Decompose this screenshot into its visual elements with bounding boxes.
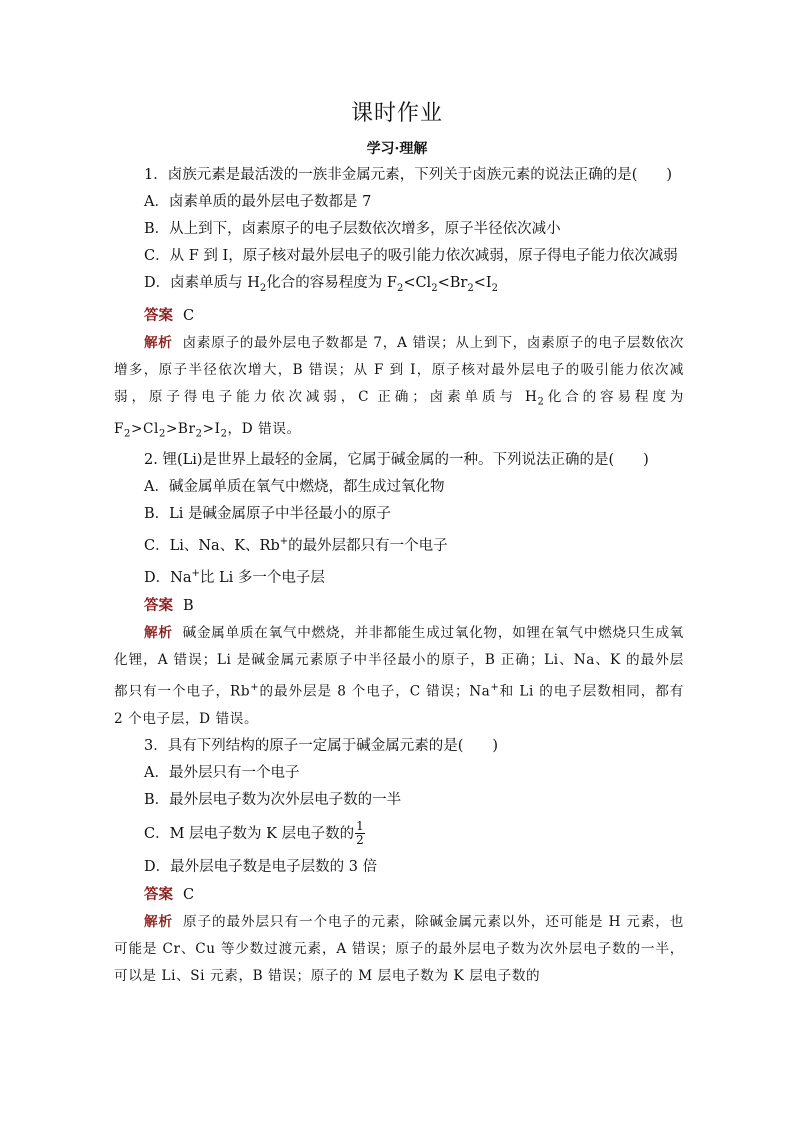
q2-option-d-prefix: D．Na xyxy=(144,569,192,586)
q3-answer-value: C xyxy=(183,886,195,903)
fraction-one-half xyxy=(355,820,365,847)
q2-answer xyxy=(114,592,684,620)
q3-analysis-text: 原子的最外层只有一个电子的元素，除碱金属元素以外，还可能是 H 元素，也可能是 Cr、Cu 等少数过渡元素，A 错误；原子的最外层电子数为次外层电子数的一半，可以是 Li、Si 元素，B 错误；原子的 M 层电子数为 K 层电子数的 xyxy=(114,913,684,984)
q1-option-d-prefix: D．卤素单质与 H xyxy=(144,275,260,291)
q2-option-d-suffix: 比 Li 多一个电子层 xyxy=(199,569,325,586)
q2-stem: 2. 锂(Li)是世界上最轻的金属，它属于碱金属的一种。下列说法正确的是( ) xyxy=(144,452,649,469)
q3-analysis-label: 解析 xyxy=(144,913,173,930)
q1-answer-label: 答案 xyxy=(144,306,173,324)
q3-option-b: B．最外层电子数为次外层电子数的一半 xyxy=(144,791,402,808)
q1-answer xyxy=(114,302,684,330)
q1-option-d: D．卤素单质与 $H_2$化合的容易程度为 $F_2<Cl_2<Br_2<I_2$ xyxy=(144,275,498,294)
exercise-content xyxy=(114,162,684,990)
q3-analysis xyxy=(114,909,684,990)
q2-option-c-prefix: C．Li、Na、K、Rb xyxy=(144,538,280,555)
q1-analysis-text-3: ，D 错误。 xyxy=(227,420,301,437)
q1-option-b: B．从上到下，卤素原子的电子层数依次增多，原子半径依次减小 xyxy=(144,221,561,237)
q3-stem: 3．具有下列结构的原子一定属于碱金属元素的是( ) xyxy=(144,737,499,754)
q1-stem: 1．卤族元素是最活泼的一族非金属元素，下列关于卤族元素的说法正确的是( ) xyxy=(144,167,673,183)
q3-option-d: D．最外层电子数是电子层数的 3 倍 xyxy=(144,858,378,875)
q2-option-c: C．Li、Na、K、Rb+的最外层都只有一个电子 xyxy=(144,536,448,555)
q2-answer-label: 答案 xyxy=(144,596,173,614)
q3-answer-label: 答案 xyxy=(144,885,173,903)
q2-analysis-text-2: 的最外层是 8 个电子，C 错误；Na xyxy=(259,683,491,700)
section-subtitle: 学习·理解 xyxy=(366,141,428,157)
q2-option-b: B．Li 是碱金属原子中半径最小的原子 xyxy=(144,506,392,523)
q2-option-c-suffix: 的最外层都只有一个电子 xyxy=(288,538,448,555)
q1-analysis: 解析 卤素原子的最外层电子数都是 7，A 错误；从上到下，卤素原子的电子层数依次增多，原子半径依次增大，B 错误；从 F 到 I，原子核对最外层电子的吸引能力依次减弱，原子得电子能力依次减弱，C 正确；卤素单质与 $H_2$化合的容易程度为 $F_2>Cl_2>Br_2>I_2$，D 错误。 xyxy=(114,334,684,440)
q3-option-a: A．最外层只有一个电子 xyxy=(144,764,300,781)
q2-option-a: A．碱金属单质在氧气中燃烧，都生成过氧化物 xyxy=(144,479,445,496)
q3-answer xyxy=(114,881,684,909)
fraction-denominator: 2 xyxy=(356,833,364,848)
q3-option-c xyxy=(114,814,684,854)
q2-analysis-text-3: 和 Li 的电子层数相同，都有 2 个电子层，D 错误。 xyxy=(114,683,684,727)
q1-option-d-mid: 化合的容易程度为 F xyxy=(266,275,397,291)
q1-option-c: C．从 F 到 I，原子核对最外层电子的吸引能力依次减弱，原子得电子能力依次减弱 xyxy=(144,248,678,264)
q1-analysis-label: 解析 xyxy=(144,334,173,351)
q3-option-c-text: C．M 层电子数为 K 层电子数的 xyxy=(144,825,355,842)
q1-option-a: A．卤素单质的最外层电子数都是 7 xyxy=(144,194,372,210)
q2-analysis: 解析 碱金属单质在氧气中燃烧，并非都能生成过氧化物，如锂在氧气中燃烧只生成氧化锂，A 错误；Li 是碱金属元素原子中半径最小的原子，B 正确；Li、Na、K 的最外层都只有一个电子，Rb+的最外层是 8 个电子，C 错误；Na+和 Li 的电子层数相同，都有 2 个电子层，D 错误。 xyxy=(114,624,684,727)
q1-analysis-text-1: 卤素原子的最外层电子数都是 7，A 错误；从上到下，卤素原子的电子层数依次增多，原子半径依次增大，B 错误；从 F 到 I，原子核对最外层电子的吸引能力依次减弱，原子得电子能力依次减弱，C 正确；卤素单质与 H xyxy=(114,334,684,405)
fraction-numerator: 1 xyxy=(356,819,364,834)
q2-option-d: D．Na+比 Li 多一个电子层 xyxy=(144,568,325,586)
q2-analysis-label: 解析 xyxy=(144,624,173,641)
q2-analysis-text-1: 碱金属单质在氧气中燃烧，并非都能生成过氧化物，如锂在氧气中燃烧只生成氧化锂，A 错误；Li 是碱金属元素原子中半径最小的原子，B 正确；Li、Na、K 的最外层都只有一个电子，Rb xyxy=(114,624,684,700)
page-title: 课时作业 xyxy=(350,101,443,126)
q1-analysis-text-2: 化合的容易程度为 F xyxy=(114,388,684,437)
q2-answer-value: B xyxy=(183,597,194,614)
q1-answer-value: C xyxy=(183,307,195,324)
